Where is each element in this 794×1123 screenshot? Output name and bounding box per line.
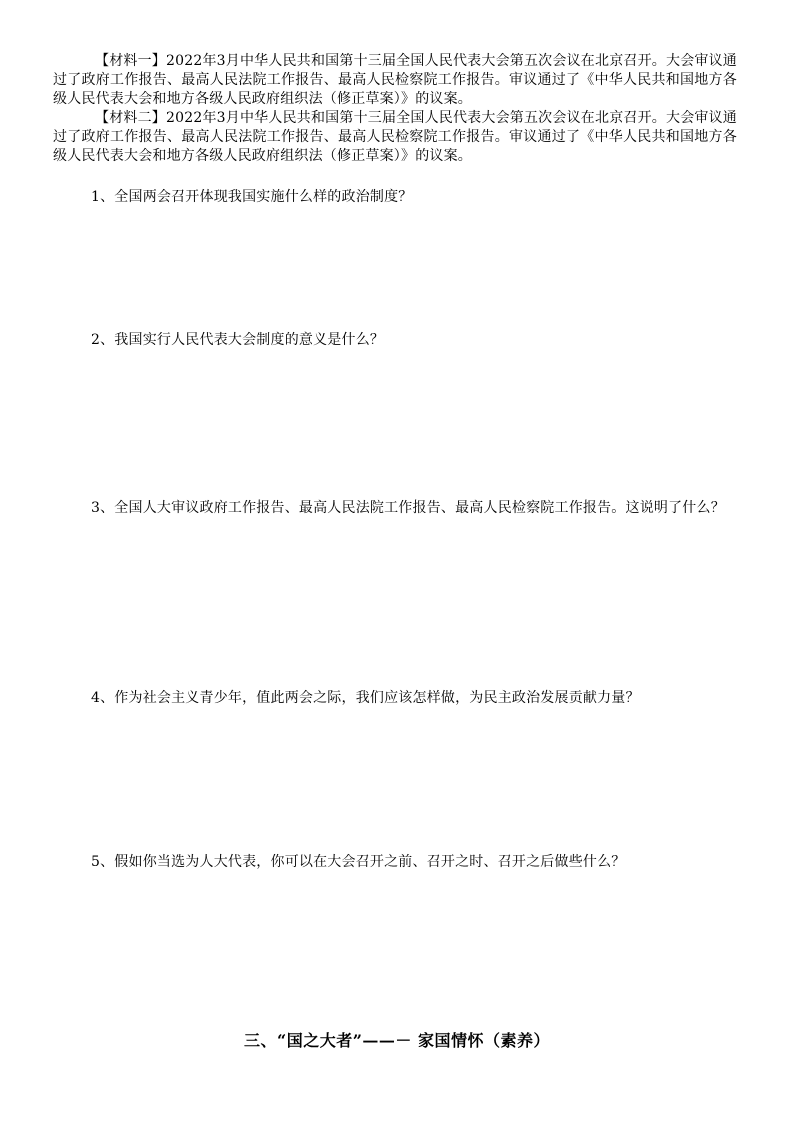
material-one-label: 【材料一】 — [95, 53, 167, 69]
question-1: 1、全国两会召开体现我国实施什么样的政治制度？ — [91, 189, 413, 205]
section-three-heading: 三、“国之大者”——－ 家国情怀（素养） — [244, 1031, 550, 1050]
question-4: 4、作为社会主义青少年，值此两会之际，我们应该怎样做，为民主政治发展贡献力量？ — [91, 690, 640, 706]
question-5: 5、假如你当选为人大代表，你可以在大会召开之前、召开之时、召开之后做些什么？ — [91, 854, 626, 870]
question-2: 2、我国实行人民代表大会制度的意义是什么？ — [91, 332, 385, 348]
material-two-text: 2022年3月中华人民共和国第十三届全国人民代表大会第五次会议在北京召开。大会审议通过了政府工作报告、最高人民法院工作报告、最高人民检察院工作报告。审议通过了《中华人民共和国地方各级人民代表大会和地方各级人民政府组织法（修正草案）》的议案。 — [53, 110, 738, 164]
question-3: 3、全国人大审议政府工作报告、最高人民法院工作报告、最高人民检察院工作报告。这说明了什么？ — [91, 500, 725, 516]
material-two-label: 【材料二】 — [95, 110, 167, 126]
material-two-paragraph — [53, 109, 737, 166]
material-one-text: 2022年3月中华人民共和国第十三届全国人民代表大会第五次会议在北京召开。大会审议通过了政府工作报告、最高人民法院工作报告、最高人民检察院工作报告。审议通过了《中华人民共和国地方各级人民代表大会和地方各级人民政府组织法（修正草案）》的议案。 — [53, 53, 738, 107]
material-one-paragraph — [53, 52, 737, 109]
